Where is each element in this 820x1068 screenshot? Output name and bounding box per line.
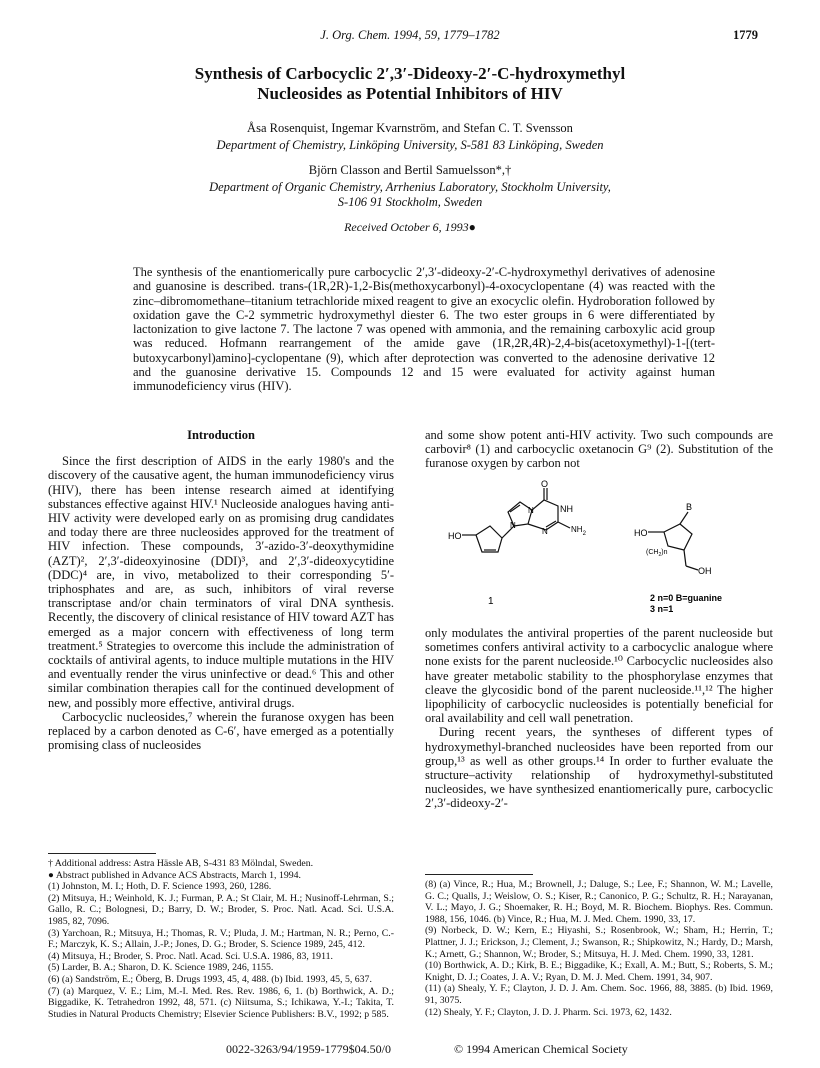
- s1-oxygen-label: O: [541, 480, 549, 489]
- article-title: [70, 64, 750, 104]
- s1-ho-label: HO: [448, 531, 462, 541]
- footnote: (2) Mitsuya, H.; Weinhold, K. J.; Furman, P. A.; St Clair, M. H.; Nusinoff-Lehrman, S.; Gallo, R. C.; Bolognesi, D.; Barry, D. W.; Broder, S. Proc. Natl. Acad. Sci. U.S.A. 1985, 82, 7096.: [48, 892, 394, 927]
- journal-citation: J. Org. Chem. 1994, 59, 1779–1782: [320, 28, 500, 42]
- structure-3-label: 3 n=1: [650, 604, 674, 614]
- right-paragraph-3: During recent years, the syntheses of different types of hydroxymethyl-branched nucleosides have been reported from our group,¹³ as well as other groups.¹⁴ In order to further evaluate the structure–activity relationship of hydroxymethyl-substituted nucleosides, we have synthesized enantiomerically pure, carbocyclic 2′,3′-dideoxy-2′-: [425, 725, 773, 811]
- footnote-rule-right: [425, 874, 533, 875]
- s2-ch2n-label: $(CH_2)n$: [646, 549, 668, 558]
- footnote: (9) Norbeck, D. W.; Kern, E.; Hiyashi, S.; Rosenbrook, W.; Sham, H.; Herrin, T.; Plattner, J. J.; Erickson, J.; Clement, J.; Swanson, R.; Shipkowitz, N.; Hardy, D.; Marsh, K.; Arnett, G.; Shannon, W.; Broder, S.; Mitsuya, H. J. Med. Chem. 1990, 33, 1281.: [425, 925, 773, 960]
- chemical-structures-figure: [428, 480, 778, 615]
- issn-code: 0022-3263/94/1959-1779$04.50/0: [226, 1042, 391, 1056]
- s1-n7-label: N: [528, 506, 534, 515]
- authors-group-1: Åsa Rosenquist, Ingemar Kvarnström, and Stefan C. T. Svensson: [247, 121, 573, 135]
- structure-2-oxetanocin: [648, 512, 698, 570]
- s1-nh2-label: $NH_2$: [571, 525, 586, 537]
- footnote: (7) (a) Marquez, V. E.; Lim, M.-I. Med. Res. Rev. 1986, 6, 1. (b) Borthwick, A. D.; Biggadike, K. Tetrahedron 1992, 48, 571. (c) Niitsuma, S.; Ichikawa, Y.-I.; Takita, T. Studies in Natural Products Chemistry; Elsevier Science Publishers: B.V., 1992; p 585.: [48, 985, 394, 1020]
- affiliation-1: Department of Chemistry, Linköping University, S-581 83 Linköping, Sweden: [216, 138, 604, 152]
- s1-nh-label: NH: [560, 504, 573, 514]
- footnote: (10) Borthwick, A. D.; Kirk, B. E.; Biggadike, K.; Exall, A. M.; Butt, S.; Roberts, S. M.; Knight, D. J.; Coates, J. A. V.; Ryan, D. M. J. Med. Chem. 1991, 34, 907.: [425, 960, 773, 983]
- s2-base-label: B: [686, 502, 693, 512]
- s1-n9-label: N: [510, 521, 516, 530]
- structure-2-label: 2 n=0 B=guanine: [650, 593, 723, 603]
- authors-group-2: Björn Classon and Bertil Samuelsson*,†: [308, 163, 512, 177]
- footnote: (5) Larder, B. A.; Sharon, D. K. Science 1989, 246, 1155.: [48, 962, 274, 974]
- abstract: [133, 265, 715, 394]
- right-column-top: [425, 428, 773, 471]
- left-column: [48, 428, 394, 752]
- title-line-1: Synthesis of Carbocyclic 2′,3′-Dideoxy-2′-C-hydroxymethyl: [194, 64, 626, 83]
- structure-1-carbovir: [462, 488, 570, 552]
- title-line-2: Nucleosides as Potential Inhibitors of HIV: [257, 84, 563, 103]
- footnote: (8) (a) Vince, R.; Hua, M.; Brownell, J.; Daluge, S.; Lee, F.; Shannon, W. M.; Lavelle, G. C.; Qualls, J.; Weislow, O. S.; Kiser, R.; Canonico, P. G.; Schultz, R. H.; Narayanan, V. L.; Mayo, J. G.; Shoemaker, R. H.; Boyd, M. R. Biochem. Biophys. Res. Commun. 1988, 156, 1046. (b) Vince, R.; Hua, M. J. Med. Chem. 1990, 33, 17.: [425, 879, 773, 925]
- right-paragraph-1: and some show potent anti-HIV activity. Two such compounds are carbovir⁸ (1) and carbocyclic oxetanocin G⁹ (2). Substitution of the furanose oxygen by carbon not: [425, 428, 773, 471]
- right-paragraph-2: only modulates the antiviral properties of the parent nucleoside but sometimes confers antiviral activity to a carbocyclic analogue where none exists for the parent nucleoside.¹⁰ Carbocyclic nucleosides also have greater metabolic stability to the phosphorylase enzymes that cleave the glycosidic bond of the parent nucleoside.¹¹,¹² The higher lipophilicity of carbocyclic nucleosides is potentially beneficial for oral availability and cell wall penetration.: [425, 626, 773, 726]
- footnote: (3) Yarchoan, R.; Mitsuya, H.; Thomas, R. V.; Pluda, J. M.; Hartman, N. R.; Perno, C.-F.; Marczyk, K. S.; Allain, J.-P.; Jones, D. G.; Broder, S. Science 1989, 245, 412.: [48, 927, 394, 951]
- running-head: [0, 28, 820, 44]
- s2-oh-label: OH: [698, 566, 712, 576]
- footnote: (11) (a) Shealy, Y. F.; Clayton, J. D. J. Am. Chem. Soc. 1966, 88, 3885. (b) Ibid. 1969, 91, 3075.: [425, 983, 773, 1006]
- page-number: 1779: [733, 28, 758, 42]
- footnotes-left: [48, 858, 394, 1020]
- abstract-text: The synthesis of the enantiomerically pure carbocyclic 2′,3′-dideoxy-2′-C-hydroxymethyl derivatives of adenosine and guanosine is described. trans-(1R,2R)-1,2-Bis(methoxycarbonyl)-4-oxocyclopentane (4) was reacted with the zinc–dibromomethane–titanium tetrachloride mixed reagent to give an exocyclic olefin. Hydroboration followed by oxidation gave the C-2 symmetric hydroxymethyl diester 6. The two ester groups in 6 were differentiated by lactonization to give lactone 7. The lactone 7 was opened with ammonia, and the remaining carboxylic acid group was reduced. Hofmann rearrangement of the amide gave (1R,2R,4R)-2,4-bis(acetoxymethyl)-1-[(tert-butoxycarbonyl)amino]-cyclopentane (9), which after deprotection was converted to the adenosine derivative 12 and the guanosine derivative 15. Compounds 12 and 15 were evaluated for activity against human immunodeficiency virus (HIV).: [133, 265, 715, 394]
- footnote: † Additional address: Astra Hässle AB, S-431 83 Mölndal, Sweden.: [48, 858, 314, 869]
- footnote: ● Abstract published in Advance ACS Abstracts, March 1, 1994.: [48, 869, 301, 881]
- footnote: (1) Johnston, M. I.; Hoth, D. F. Science 1993, 260, 1286.: [48, 881, 272, 893]
- section-heading: Introduction: [187, 428, 255, 442]
- footnote: (12) Shealy, Y. F.; Clayton, J. D. J. Pharm. Sci. 1973, 62, 1432.: [425, 1006, 672, 1018]
- s2-ho-label: HO: [634, 528, 648, 538]
- received-date: Received October 6, 1993●: [344, 220, 476, 234]
- affiliation-2-line-2: S-106 91 Stockholm, Sweden: [337, 195, 483, 209]
- structure-1-label: 1: [488, 596, 494, 607]
- footnote: (4) Mitsuya, H.; Broder, S. Proc. Natl. Acad. Sci. U.S.A. 1986, 83, 1911.: [48, 950, 333, 962]
- affiliation-2-line-1: Department of Organic Chemistry, Arrhenius Laboratory, Stockholm University,: [209, 180, 611, 194]
- footnote: (6) (a) Sandström, E.; Öberg, B. Drugs 1993, 45, 4, 488. (b) Ibid. 1993, 45, 5, 637.: [48, 973, 372, 985]
- s1-n3-label: N: [542, 527, 548, 536]
- footnote-rule-left: [48, 853, 156, 854]
- right-column-bottom: [425, 626, 773, 811]
- intro-paragraph-2: Carbocyclic nucleosides,⁷ wherein the furanose oxygen has been replaced by a carbon denoted as C-6′, have emerged as a potentially promising class of nucleosides: [48, 709, 394, 753]
- footnotes-right: [425, 879, 773, 1018]
- copyright: © 1994 American Chemical Society: [454, 1042, 628, 1056]
- intro-paragraph-1: Since the first description of AIDS in the early 1980's and the discovery of the causative agent, the human immunodeficiency virus (HIV), there has been intense research aimed at identifying substances effective against HIV.¹ Nucleoside analogues having anti-HIV activity were developed early on as promising drug candidates and today there are three nucleosides approved for the treatment of HIV infection. These compounds, 3′-azido-3′-deoxythymidine (AZT)², 2′,3′-dideoxyinosine (DDI)³, and 2′,3′-dideoxycytidine (DDC)⁴ are, in vivo, metabolized to their corresponding 5′-triphosphates and are, as such, inhibitors of viral reverse transcriptase and/or chain terminators of viral DNA synthesis. Recently, the discovery of clinical resistance of HIV toward AZT has emerged as a major concern with effectiveness of long term treatment.⁵ Strategies to overcome this include the administration of cocktails of antiviral agents, to induce multiple mutations in the HIV and eventually render the virus uninfective or dead.⁶ This and other similar combination therapies call for the continued development of new, and possibly more effective, antiviral drugs.: [48, 454, 394, 710]
